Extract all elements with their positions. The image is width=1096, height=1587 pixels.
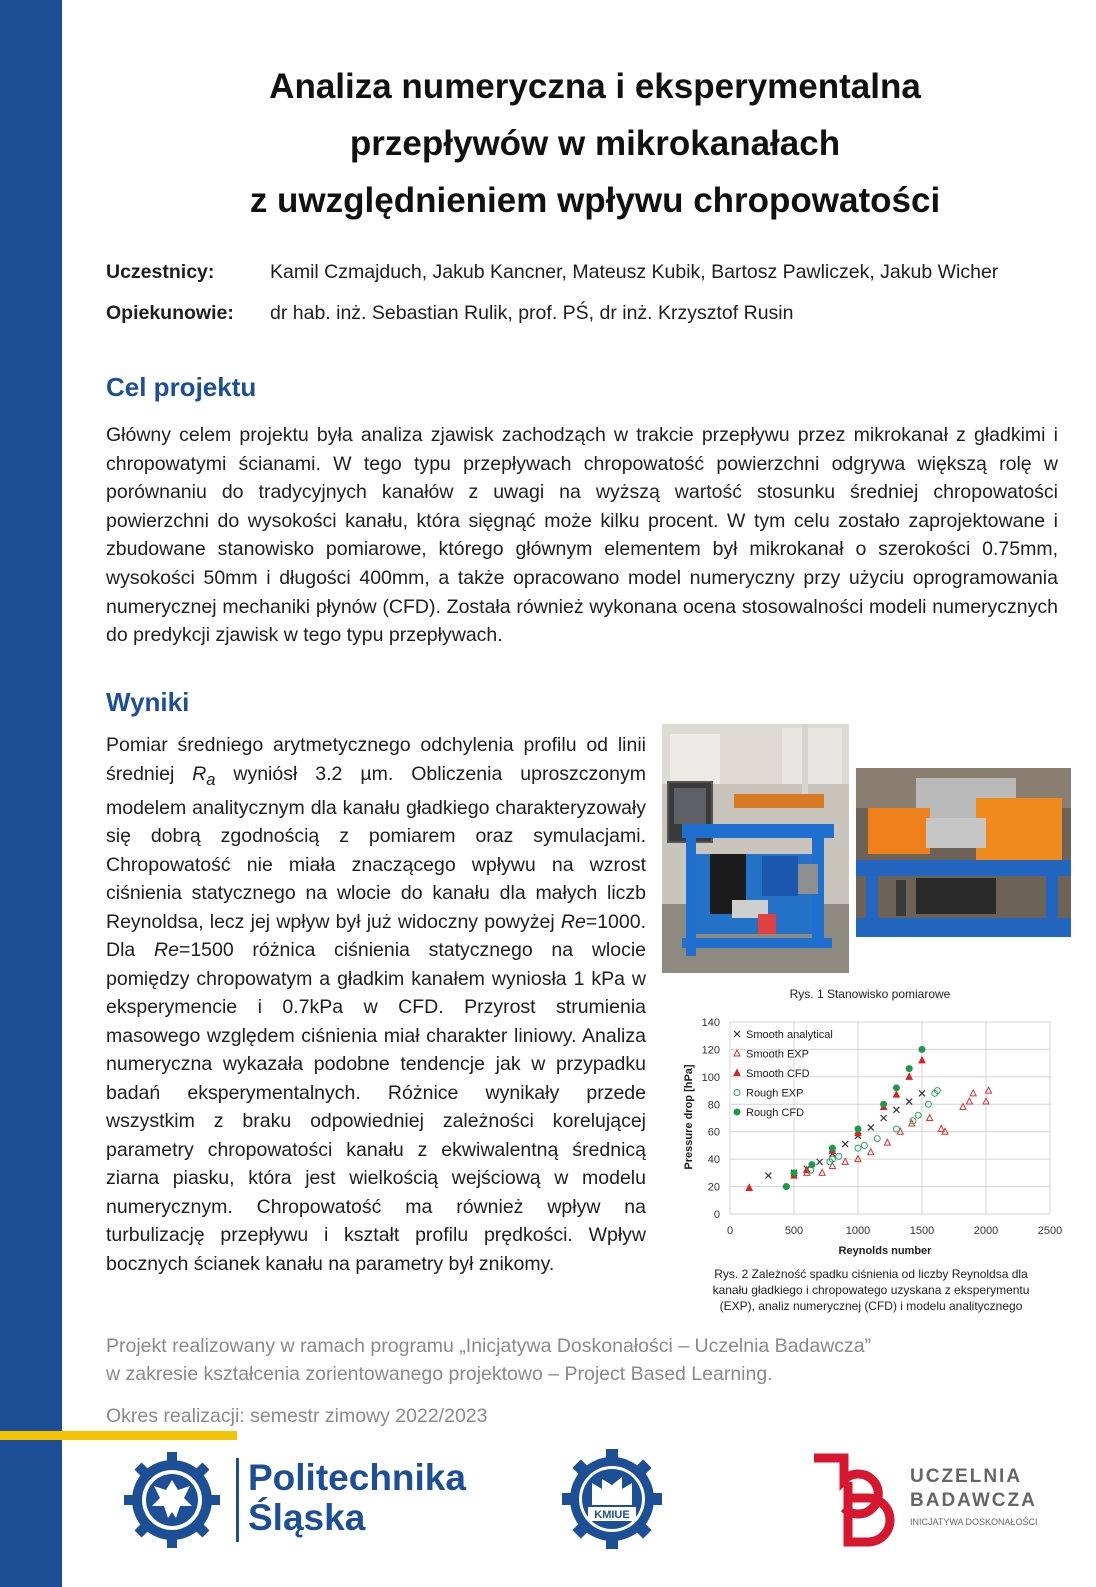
x-tick-label: 1500 xyxy=(909,1225,935,1237)
poster-title xyxy=(100,58,1090,229)
people-block xyxy=(106,252,998,334)
polsl-emblem-icon xyxy=(124,1452,220,1548)
polsl-name-line-1: Politechnika xyxy=(248,1457,466,1498)
goal-paragraph: Główny celem projektu była analiza zjawisk zachodząch w trakcie przepływu przez mikrokanał z gładkimi i chropowatymi ścianami. W tego typu przepływach chropowatość powierzchni odgrywa większą rolę w porównaniu do tradycyjnych kanałów z uwagi na wyższą wartość stosunku średniej chropowatości powierzchni do wysokości kanału, która sięgnąć może kilku procent. W tym celu zostało zaprojektowane i zbudowane stanowisko pomiarowe, którego głównym elementem był mikrokanał o szerokości 0.75mm, wysokości 50mm i długości 400mm, a także opracowano model numeryczny przy użyciu oprogramowania numerycznej mechaniki płynów (CFD). Została również wykonana ocena stosowalności modeli numerycznych do predykcji zjawisk w tego typu przepływach. xyxy=(106,424,1058,647)
results-text-1: Pomiar średniego arytmetycznego odchylenia profilu od linii średniej xyxy=(106,734,646,785)
x-tick-label: 0 xyxy=(726,1225,734,1237)
ra-symbol: R xyxy=(192,762,207,785)
data-point-4-7 xyxy=(906,1066,912,1072)
data-point-1-14 xyxy=(966,1098,972,1104)
data-point-3-8 xyxy=(893,1126,899,1132)
photo-test-stand xyxy=(662,724,849,973)
results-text-3: =1000. Dla xyxy=(106,910,646,962)
y-axis-label: Pressure drop [hPa] xyxy=(683,1064,695,1170)
data-point-2-6 xyxy=(893,1091,899,1097)
legend-marker-4 xyxy=(734,1109,740,1115)
y-tick-label: 80 xyxy=(707,1099,720,1112)
data-point-1-7 xyxy=(884,1139,890,1145)
footer-period: Okres realizacji: semestr zimowy 2022/2023 xyxy=(106,1405,488,1427)
y-tick-label: 140 xyxy=(701,1017,720,1029)
x-tick-label: 2000 xyxy=(973,1225,999,1237)
data-point-0-0 xyxy=(765,1173,771,1179)
y-tick-label: 0 xyxy=(713,1209,720,1221)
results-text-4: =1500 różnica ciśnienia statycznego na wlocie pomiędzy chropowatym a gładkim kanałem wyniosła 1 kPa w eksperymencie i 0.7kPa w CFD. Przyrost strumienia masowego względem ciśnienia miał charakter liniowy. Analiza numeryczna wykazała podobne tendencje jak w przypadku badań eksperymentalnych. Różnice wynikały przede wszystkim z braku odpowiedniej zależności korelującej parametry chropowatości kanału z ekwiwalentną średnicą ziarna piasku, która jest wielkością wejściową w modelu numerycznym. Chropowatość ma również wpływ na turbulizację przepływu i kształt profilu prędkości. Wpływ bocznych ścianek kanału na parametry był znikomy. xyxy=(106,939,647,1275)
pressure-drop-chart xyxy=(662,1010,1072,1262)
participants-value: Kamil Czmajduch, Jakub Kancner, Mateusz Kubik, Bartosz Pawliczek, Jakub Wicher xyxy=(270,261,999,283)
data-point-4-0 xyxy=(783,1184,789,1190)
data-point-4-6 xyxy=(893,1085,899,1091)
data-point-4-1 xyxy=(791,1170,797,1176)
uczelnia-badawcza-logo xyxy=(806,1452,1036,1548)
data-point-0-5 xyxy=(842,1141,848,1147)
kmiue-gear-icon xyxy=(562,1449,662,1549)
figure1-caption: Rys. 1 Stanowisko pomiarowe xyxy=(789,987,951,1001)
data-point-0-9 xyxy=(893,1107,899,1113)
chart-legend xyxy=(734,1029,833,1119)
y-tick-label: 20 xyxy=(707,1181,720,1194)
data-point-2-8 xyxy=(919,1057,925,1063)
y-tick-label: 120 xyxy=(701,1044,720,1057)
legend-label-2: Smooth CFD xyxy=(746,1068,810,1080)
data-point-0-8 xyxy=(881,1115,887,1121)
results-heading: Wyniki xyxy=(106,687,190,717)
data-point-3-4 xyxy=(836,1153,842,1159)
data-point-1-6 xyxy=(868,1149,874,1155)
participants-label: Uczestnicy: xyxy=(106,261,215,283)
legend-label-0: Smooth analytical xyxy=(746,1029,833,1041)
polsl-name-line-2: Śląska xyxy=(248,1497,366,1538)
re-symbol-1: Re xyxy=(560,910,586,933)
y-tick-label: 60 xyxy=(707,1126,720,1139)
data-point-4-4 xyxy=(855,1126,861,1132)
supervisors-row xyxy=(106,293,998,334)
data-point-0-7 xyxy=(868,1125,874,1131)
data-point-1-11 xyxy=(938,1125,944,1131)
data-point-4-3 xyxy=(829,1145,835,1151)
legend-marker-2 xyxy=(734,1070,740,1076)
data-point-3-7 xyxy=(874,1136,880,1142)
kmiue-label: KMIUE xyxy=(594,1509,630,1521)
footer-program-line-1: Projekt realizowany w ramach programu „Inicjatywa Doskonałości – Uczelnia Badawcza” xyxy=(106,1335,872,1357)
legend-label-1: Smooth EXP xyxy=(746,1048,809,1061)
data-point-0-3 xyxy=(817,1159,823,1165)
data-point-1-15 xyxy=(970,1090,976,1096)
footer-program-line-2: w zakresie kształcenia zorientowanego projektowo – Project Based Learning. xyxy=(106,1363,773,1385)
ub-name-line-1: UCZELNIA xyxy=(910,1466,1023,1487)
title-line-1: Analiza numeryczna i eksperymentalna xyxy=(269,67,921,106)
participants-row xyxy=(106,252,998,293)
ub-name-line-2: BADAWCZA xyxy=(910,1490,1037,1511)
side-bar xyxy=(0,0,62,1587)
legend-marker-0 xyxy=(734,1031,740,1037)
title-line-2: przepływów w mikrokanałach xyxy=(349,124,841,163)
data-point-3-6 xyxy=(861,1142,867,1148)
yellow-accent-line xyxy=(0,1431,237,1440)
data-point-4-8 xyxy=(919,1046,925,1052)
legend-marker-1 xyxy=(734,1050,740,1056)
legend-label-4: Rough CFD xyxy=(746,1107,805,1119)
figure2-caption: Rys. 2 Zależność spadku ciśnienia od liczby Reynoldsa dla kanału gładkiego i chropowatego uzyskana z eksperymentu (EXP), analiz numerycznej (CFD) i modelu analitycznego xyxy=(712,1267,1030,1313)
data-point-1-2 xyxy=(819,1169,825,1175)
data-point-4-5 xyxy=(881,1101,887,1107)
data-point-2-0 xyxy=(746,1184,752,1190)
ub-name-line-3: INICJATYWA DOSKONAŁOŚCI xyxy=(910,1517,1038,1527)
x-tick-label: 500 xyxy=(784,1225,804,1237)
x-tick-label: 1000 xyxy=(845,1225,871,1237)
data-point-3-10 xyxy=(915,1112,921,1118)
legend-label-3: Rough EXP xyxy=(746,1087,804,1100)
kmiue-logo xyxy=(562,1449,662,1549)
polsl-logo xyxy=(124,1452,484,1548)
supervisors-label: Opiekunowie: xyxy=(106,302,234,324)
legend-marker-3 xyxy=(734,1090,740,1096)
results-paragraph xyxy=(106,731,646,1278)
results-text-2: wyniósł 3.2 µm. Obliczenia uproszczonym modelem analitycznym dla kanału gładkiego charakteryzowały się dobrą zgodnością z pomiarem oraz symulacjami. Chropowatość nie miała znaczącego wpływu na wzrost ciśnienia statycznego na wlocie do kanału dla małych liczb Reynoldsa, lecz jej wpływ był już widoczny powyżej xyxy=(106,762,646,933)
data-point-1-10 xyxy=(927,1115,933,1121)
ra-subscript: a xyxy=(206,770,216,789)
re-symbol-2: Re xyxy=(154,939,179,962)
x-tick-label: 2500 xyxy=(1037,1225,1063,1237)
y-tick-label: 100 xyxy=(701,1071,720,1084)
data-point-0-10 xyxy=(906,1099,912,1105)
goal-heading: Cel projektu xyxy=(106,372,257,402)
photo-microchannel xyxy=(856,768,1071,937)
title-line-3: z uwzględnieniem wpływu chropowatości xyxy=(249,181,941,220)
data-point-4-2 xyxy=(809,1162,815,1168)
y-tick-label: 40 xyxy=(707,1154,720,1167)
supervisors-value: dr hab. inż. Sebastian Rulik, prof. PŚ, dr inż. Krzysztof Rusin xyxy=(270,302,794,324)
x-axis-label: Reynolds number xyxy=(838,1245,932,1257)
id-ub-symbol-icon xyxy=(806,1452,898,1548)
